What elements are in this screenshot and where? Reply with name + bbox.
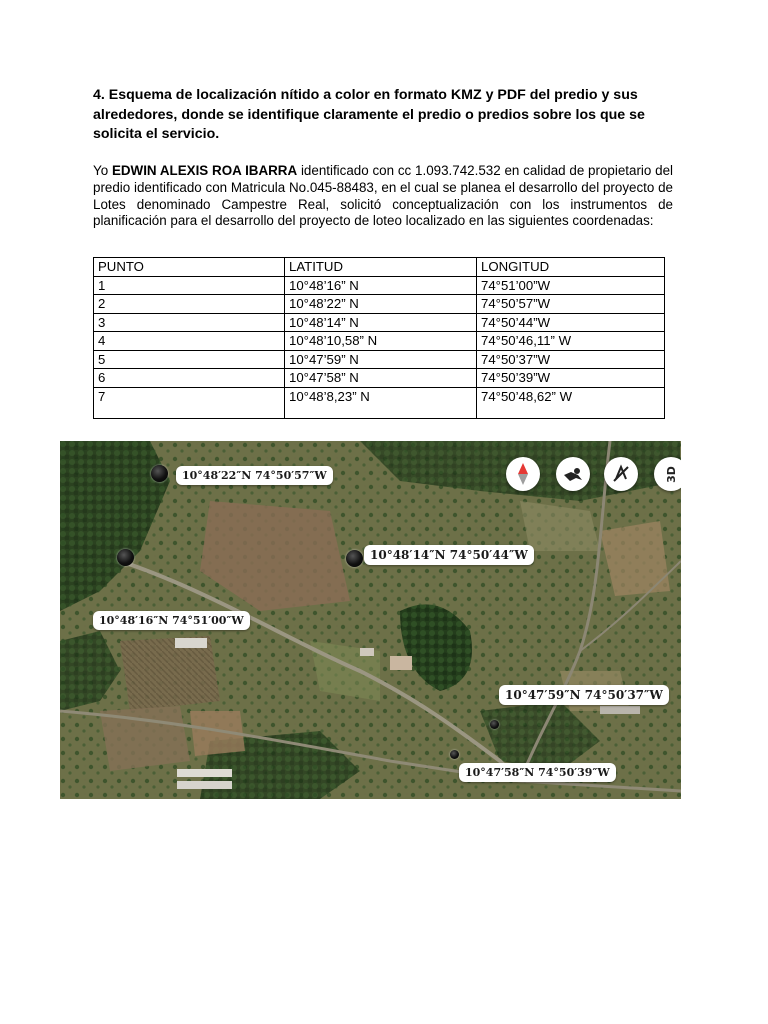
section-heading: 4. Esquema de localización nítido a color en formato KMZ y PDF del predio y sus alrededores, donde se identifique claramente el predio o predios sobre los que se solicita el servicio. [93, 87, 645, 142]
header-longitud: LONGITUD [477, 258, 665, 277]
intro-paragraph [93, 163, 673, 230]
3d-label: 3D [664, 465, 678, 483]
header-latitud: LATITUD [285, 258, 477, 277]
cell-latitud: 10°48’16” N [285, 276, 477, 295]
cell-latitud: 10°48’8,23” N [285, 387, 477, 418]
table-row [94, 369, 665, 388]
cell-longitud: 74°50’39”W [477, 369, 665, 388]
cell-longitud: 74°50’48,62” W [477, 387, 665, 418]
map-pin[interactable] [151, 465, 168, 482]
cell-punto: 5 [94, 350, 285, 369]
map-pin[interactable] [490, 720, 499, 729]
table-row [94, 350, 665, 369]
table-row [94, 387, 665, 418]
map-pin[interactable] [450, 750, 459, 759]
satellite-map[interactable] [60, 441, 681, 799]
cell-latitud: 10°48’10,58” N [285, 332, 477, 351]
cell-longitud: 74°50’57”W [477, 295, 665, 314]
map-label-point-2: 10°48′22″N 74°50′57″W [176, 466, 333, 485]
no-traffic-button[interactable] [604, 457, 638, 491]
compass-icon [516, 462, 530, 486]
cell-latitud: 10°48’22” N [285, 295, 477, 314]
cell-longitud: 74°50’44”W [477, 313, 665, 332]
map-label-point-5: 10°47′59″N 74°50′37″W [499, 685, 669, 705]
owner-name: EDWIN ALEXIS ROA IBARRA [111, 163, 298, 178]
table-row [94, 313, 665, 332]
table-header-row [94, 258, 665, 277]
map-label-point-1: 10°48′16″N 74°51′00″W [93, 611, 250, 630]
cell-punto: 2 [94, 295, 285, 314]
cell-longitud: 74°50’46,11” W [477, 332, 665, 351]
paragraph-body: identificado con cc 1.093.742.532 en calidad de propietario del predio identificado con Matricula No.045-88483, en el cual se planea el desarrollo del proyecto de Lotes denominado Campestre Real, solicitó conceptualización con los instrumentos de planificación para el desarrollo del proyecto de loteo localizado en las siguientes coordenadas: [93, 163, 673, 229]
map-label-point-6: 10°47′58″N 74°50′39″W [459, 763, 616, 782]
table-row [94, 332, 665, 351]
map-pin[interactable] [117, 549, 134, 566]
pegman-icon [562, 466, 584, 482]
cell-punto: 4 [94, 332, 285, 351]
map-label-point-3: 10°48′14″N 74°50′44″W [364, 545, 534, 565]
map-pin[interactable] [346, 550, 363, 567]
no-traffic-icon [611, 464, 631, 484]
cell-punto: 7 [94, 387, 285, 418]
3d-toggle-button[interactable] [654, 457, 681, 491]
cell-latitud: 10°47’59” N [285, 350, 477, 369]
cell-latitud: 10°47’58” N [285, 369, 477, 388]
cell-longitud: 74°50’37”W [477, 350, 665, 369]
table-row [94, 276, 665, 295]
cell-longitud: 74°51’00”W [477, 276, 665, 295]
table-row [94, 295, 665, 314]
cell-punto: 1 [94, 276, 285, 295]
compass-button[interactable] [506, 457, 540, 491]
pegman-button[interactable] [556, 457, 590, 491]
coordinates-table [93, 257, 665, 419]
paragraph-prefix: Yo [93, 163, 112, 178]
header-punto: PUNTO [94, 258, 285, 277]
cell-punto: 6 [94, 369, 285, 388]
cell-latitud: 10°48’14” N [285, 313, 477, 332]
cell-punto: 3 [94, 313, 285, 332]
